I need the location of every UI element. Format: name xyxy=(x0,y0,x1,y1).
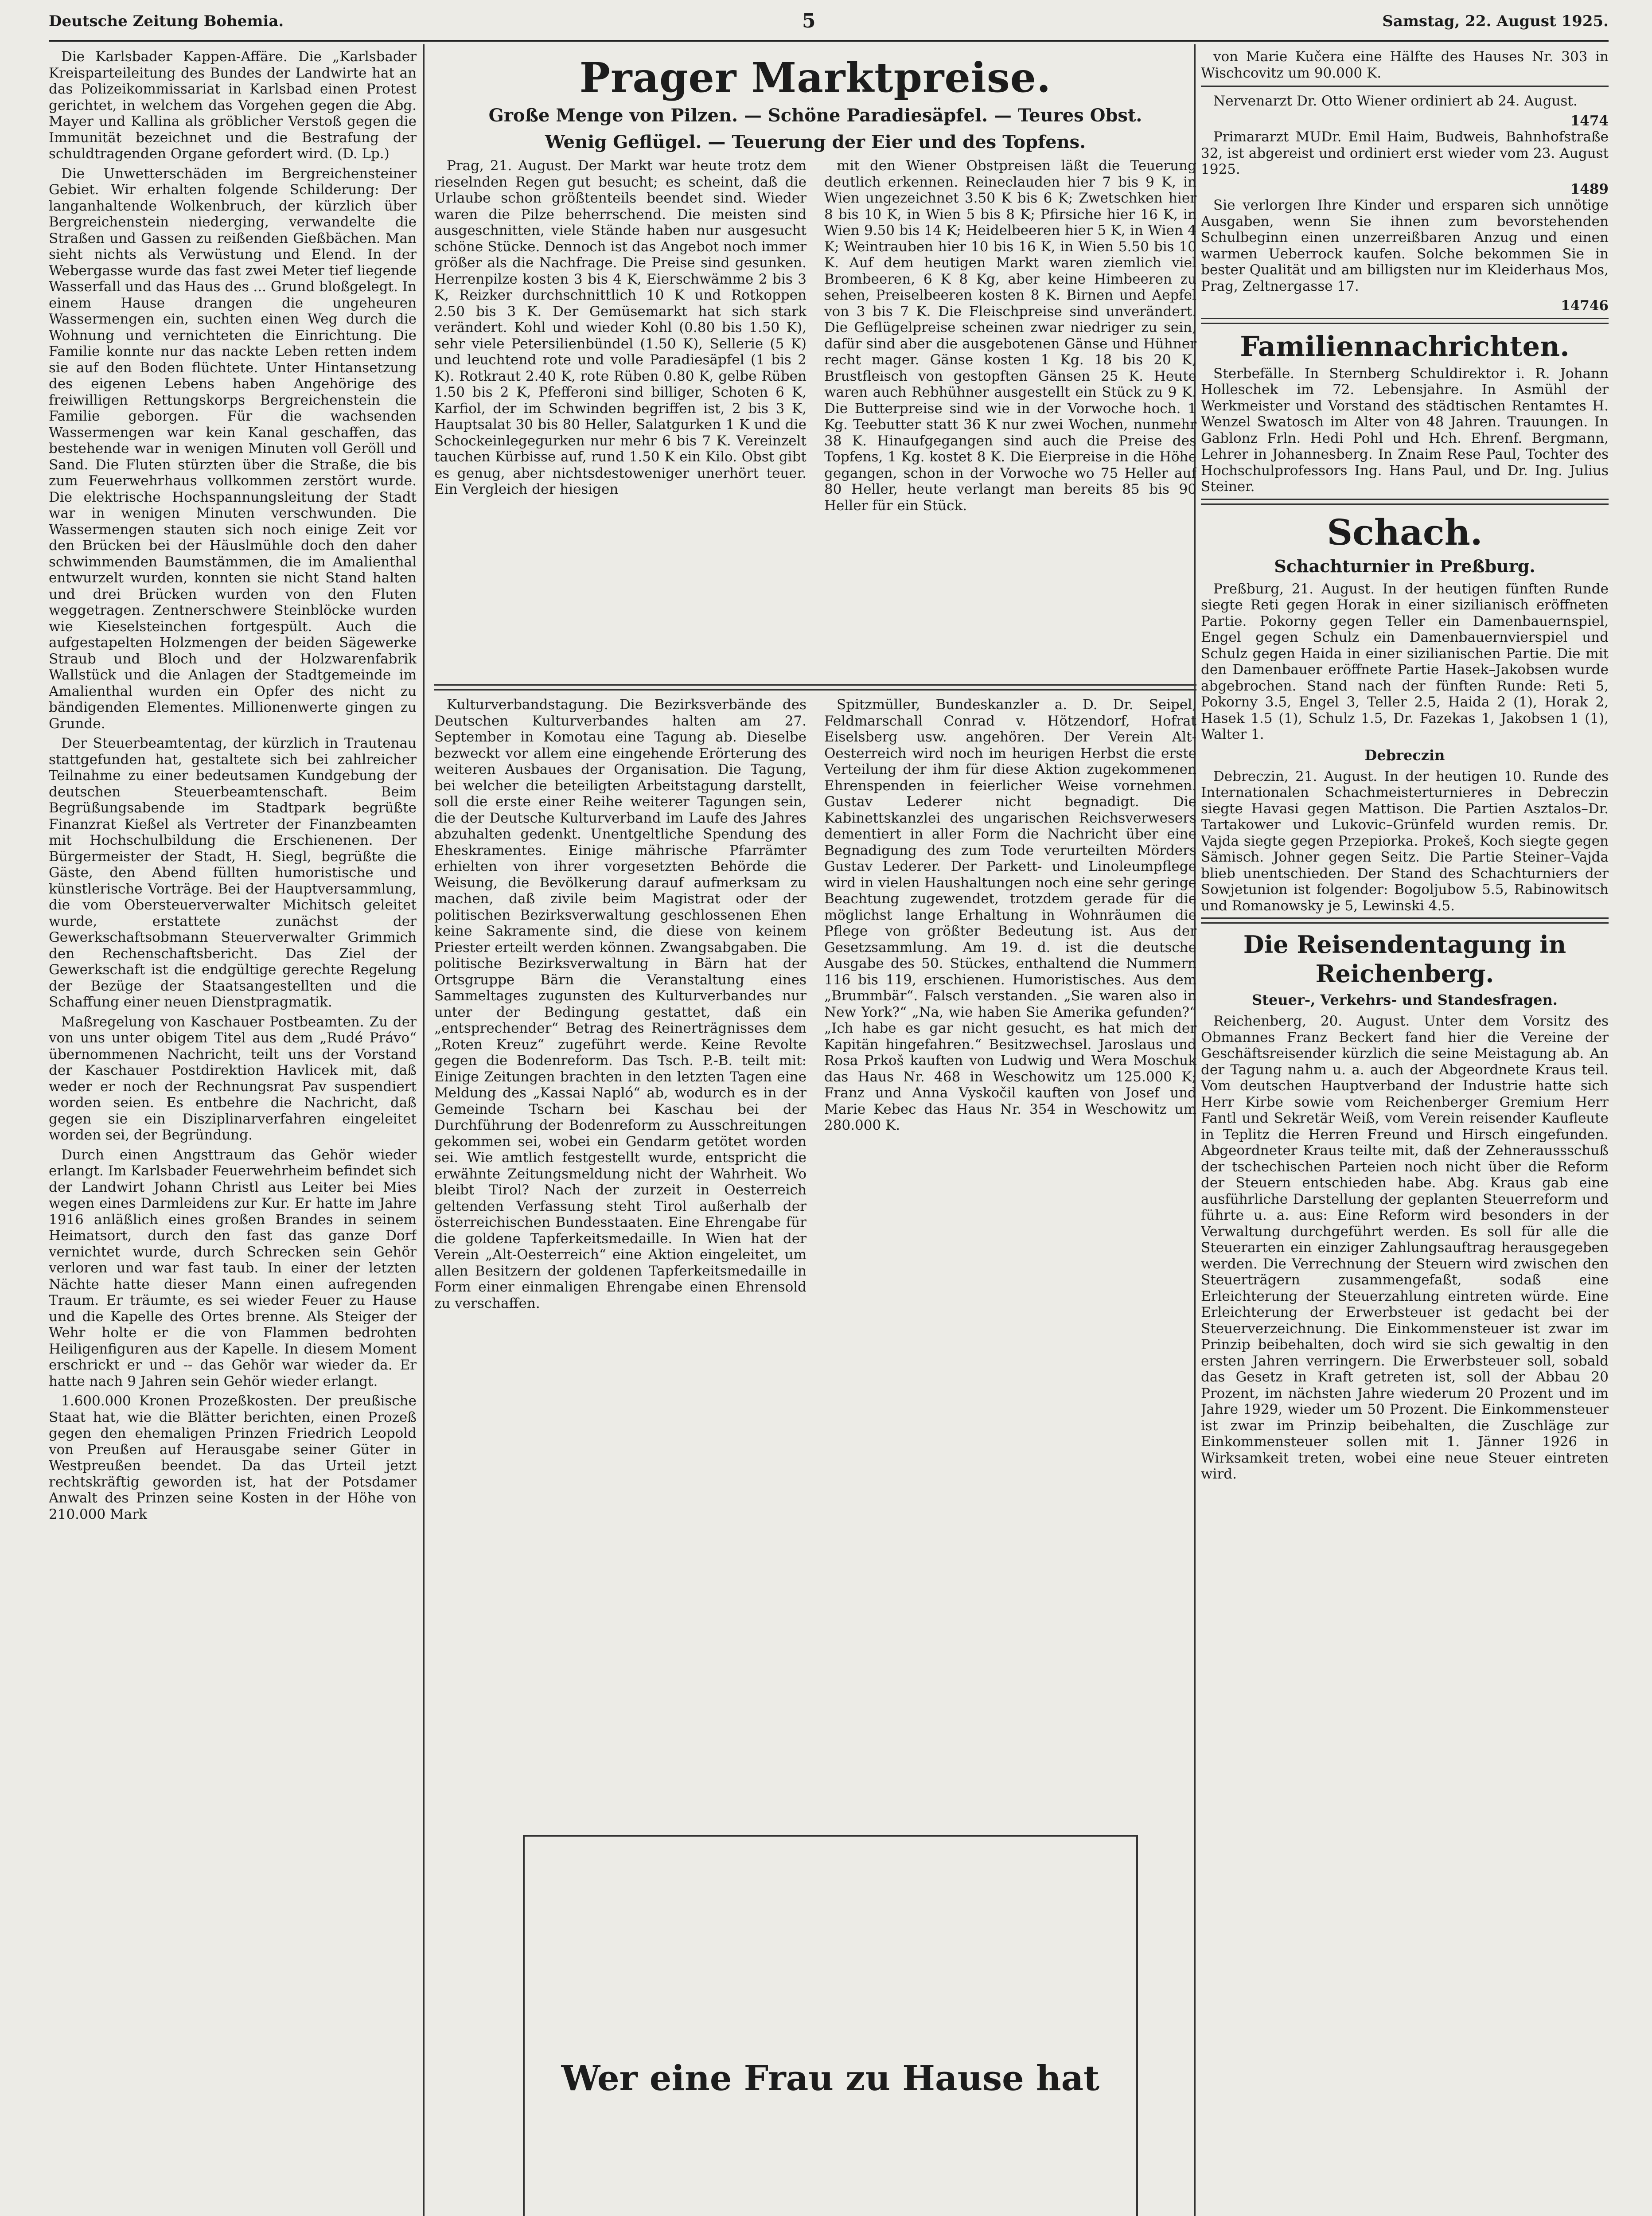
column-right xyxy=(1201,49,1609,2216)
chess-subtitle: Schachturnier in Preßburg. xyxy=(1274,556,1535,576)
market-text-right: mit den Wiener Obstpreisen läßt die Teuerung deutlich erkennen. Reineclauden hier 7 bis 9 K, in Wien ungezeichnet 3.50 K bis 6 K; Zwetschken hier 8 bis 10 K, in Wien 5 bis 8 K; Pfirsiche hier 16 K, in Wien 9.50 bis 14 K; Heidelbeeren hier 5 K, in Wien 4 K; Weintrauben hier 10 bis 16 K, in Wien 5.50 bis 10 K. Auf dem heutigen Markt waren ziemlich viel Brombeeren, 6 K 8 Kg, aber keine Himbeeren zu sehen, Preiselbeeren kosten 8 K. Birnen und Aepfel von 3 bis 7 K. Die Fleischpreise sind unverändert. Die Geflügelpreise scheinen zwar niedriger zu sein, dafür sind aber die ausgebotenen Gänse und Hühner recht mager. Gänse kosten 1 Kg. 18 bis 20 K, Brustfleisch von gestopften Gänsen 25 K. Heute waren auch Rebhühner ausgestellt ein Stück zu 9 K. Die Butterpreise sind wie in der Vorwoche hoch. 1 Kg. Teebutter statt 36 K nur zwei Wochen, nunmehr 38 K. Hinaufgegangen sind auch die Preise des Topfens, 1 Kg. kostet 8 K. Die Eierpreise in die Höhe gegangen, schon in der Vorwoche wo 75 Heller auf 80 Heller, heute verlangt man bereits 85 bis 90 Heller für ein Stück. xyxy=(824,158,1196,514)
header-rule xyxy=(49,40,1609,42)
market-title: Prager Marktpreise. xyxy=(579,54,1052,101)
page-header xyxy=(49,12,1609,34)
chess-debreczin-text: Debreczin, 21. August. In der heutigen 10. Runde des Internationalen Schachmeisterturnieres in Debreczin siegte Havasi gegen Mattison. Die Partien Asztalos–Dr. Tartakower und Lukovic–Grünfeld wurden remis. Dr. Vajda siegte gegen Przepiorka. Prokeš, Koch siegte gegen Sämisch. Johner gegen Seitz. Die Partie Steiner–Vajda blieb unentschieden. Der Stand des Schachturniers der Sowjetunion ist folgender: Bogoljubow 5.5, Rabinowitsch und Romanowsky je 5, Lewinski 4.5. xyxy=(1201,768,1609,914)
page-number: 5 xyxy=(802,10,816,32)
article-kappen-affaere: Die Karlsbader Kappen-Affäre. Die „Karlsbader Kreisparteileitung des Bundes der Landwirte hat an das Polizeikommissariat in Karlsbad einen Protest gerichtet, in welchem das Vorgehen gegen die Abg. Mayer und Kallina als gröblicher Verstoß gegen die Immunität bezeichnet und die Bestrafung der schuldtragenden Organe gefordert wird. (D. Lp.) xyxy=(49,49,417,162)
column-divider xyxy=(423,44,425,2216)
family-news-title: Familiennachrichten. xyxy=(1240,330,1570,363)
property-sale-continued: von Marie Kučera eine Hälfte des Hauses Nr. 303 in Wischcovitz um 90.000 K. xyxy=(1201,49,1609,81)
chess-pressburg-text: Preßburg, 21. August. In der heutigen fünften Runde siegte Reti gegen Horak in einer sizilianisch eröffneten Partie. Pokorny gegen Teller ein Damenbauernspiel, Engel gegen Schulz ein Damenbauernvierspiel und Schulz gegen Haida in einer sizilianischen Partie. Die mit den Damenbauer eröffnete Partie Hasek–Jakobsen wurde abgebrochen. Stand nach der fünften Runde: Reti 5, Pokorny 3.5, Engel 3, Teller 2.5, Haida 2 (1), Horak 2, Hasek 1.5 (1), Schulz 1.5, Dr. Fazekas 1, Jakobsen 1 (1), Walter 1. xyxy=(1201,581,1609,742)
family-news-text: Sterbefälle. In Sternberg Schuldirektor i. R. Johann Holleschek im 72. Lebensjahre. In Asmühl der Werkmeister und Vorstand des städtischen Rentamtes H. Wenzel Swatosch im Alter von 48 Jahren. Trauungen. In Gablonz Frln. Hedi Pohl und Hch. Ehrenf. Bergmann, Lehrer in Johannesberg. In Znaim Rese Paul, Tochter des Hochschulprofessors Ing. Hans Paul, und Dr. Ing. Julius Steiner. xyxy=(1201,365,1609,495)
divider xyxy=(1201,318,1609,324)
market-subtitle-2: Wenig Geflügel. — Teuerung der Eier und des Topfens. xyxy=(545,132,1086,152)
ad-number: 1489 xyxy=(1570,181,1609,197)
ad-headline: Wer eine Frau zu Hause hat xyxy=(561,2058,1100,2099)
chess-title: Schach. xyxy=(1327,511,1483,553)
column-center xyxy=(434,49,1196,1804)
divider xyxy=(1201,499,1609,505)
ad-kleiderhaus: Sie verlorgen Ihre Kinder und ersparen sich unnötige Ausgaben, wenn Sie ihnen zum bevorstehenden Schulbeginn einen unzerreißbaren Anzug und einen warmen Ueberrock kaufen. Solche bekommen Sie in bester Qualität und am billigsten nur im Kleiderhaus Mos, Prag, Zeltnergasse 17. xyxy=(1201,197,1609,294)
market-subtitle-1: Große Menge von Pilzen. — Schöne Paradiesäpfel. — Teures Obst. xyxy=(488,105,1142,126)
article-prozesskosten: 1.600.000 Kronen Prozeßkosten. Der preußische Staat hat, wie die Blätter berichten, einen Prozeß gegen den ehemaligen Prinzen Friedrich Leopold von Preußen auf Herausgabe seiner Güter in Westpreußen beendet. Da das Urteil jetzt rechtskräftig geworden ist, hat der Potsdamer Anwalt des Prinzen seine Kosten in der Höhe von 210.000 Mark xyxy=(49,1393,417,1522)
chess-debreczin-title: Debreczin xyxy=(1364,746,1445,764)
article-steuerbeamtentag: Der Steuerbeamtentag, der kürzlich in Trautenau stattgefunden hat, gestaltete sich bei zahlreicher Teilnahme zu einer bedeutsamen Kundgebung der deutschen Steuerbeamtenschaft. Beim Begrüßungsabende im Stadtpark begrüßte Finanzrat Kießel als Vertreter der Finanzbeamten mit Hochschulbildung die Erschienenen. Der Bürgermeister der Stadt, H. Siegl, begrüßte die Gäste, den Abend füllten humoristische und künstlerische Vorträge. Bei der Hauptversammlung, die vom Obersteuerverwalter Michitsch geleitet wurde, erstattete zunächst der Gewerkschaftsobmann Steuerverwalter Grimmich den Rechenschaftsbericht. Das Ziel der Gewerkschaft ist die endgültige gerechte Regelung der Bezüge der Staatsangestellten und die Schaffung einer neuen Dienstpragmatik. xyxy=(49,735,417,1010)
issue-date: Samstag, 22. August 1925. xyxy=(1382,12,1609,30)
column-left xyxy=(49,49,417,2216)
article-angsttraum: Durch einen Angsttraum das Gehör wieder erlangt. Im Karlsbader Feuerwehrheim befindet sich der Landwirt Johann Christl aus Leiter bei Mies wegen eines Darmleidens zur Kur. Er hatte im Jahre 1916 anläßlich eines großen Brandes in seinem Heimatsort, durch den fast das ganze Dorf vernichtet wurde, durch Schrecken sein Gehör verloren und war fast taub. In einer der letzten Nächte hatte dieser Mann einen aufregenden Traum. Er träumte, es sei wieder Feuer zu Hause und die Kapelle des Ortes brenne. Als Steiger der Wehr holte er die von Flammen bedrohten Heiligenfiguren aus der Kapelle. In diesem Moment erschrickt er und -- das Gehör war wieder da. Er hatte nach 9 Jahren sein Gehör wieder erlangt. xyxy=(49,1147,417,1389)
news-text-left: Kulturverbandstagung. Die Bezirksverbände des Deutschen Kulturverbandes halten am 27. September in Komotau eine Tagung ab. Dieselbe bezweckt vor allem eine eingehende Erörterung des weiteren Ausbaues der Organisation. Die Tagung, bei welcher die beteiligten Arbeitstagung darstellt, soll die erste einer Reihe weiterer Tagungen sein, die der Deutsche Kulturverband im Laufe des Jahres abzuhalten gedenkt. Unentgeltliche Spendung des Eheskramentes. Einige mährische Pfarrämter erhielten von ihrer vorgesetzten Behörde die Weisung, die Bevölkerung darauf aufmerksam zu machen, daß zivile beim Magistrat oder der politischen Bezirksverwaltung geschlossenen Ehen keine Sakramente sind, die diese von keinem Priester erteilt werden können. Zwangsabgaben. Die politische Bezirksverwaltung in Bärn hat der Ortsgruppe Bärn die Veranstaltung eines Sammeltages zugunsten des Kulturverbandes nur unter der Bedingung gestattet, daß ein „entsprechender“ Betrag des Reinerträgnisses dem „Roten Kreuz“ zugeführt werde. Keine Revolte gegen die Bodenreform. Das Tsch. P.-B. teilt mit: Einige Zeitungen brachten in den letzten Tagen eine Meldung des „Kassai Napló“ ab, wodurch es in der Gemeinde Tscharn bei Kaschau bei der Durchführung der Bodenreform zu Ausschreitungen gekommen sei, wobei ein Gendarm getötet worden sei. Wie amtlich festgestellt wurde, entspricht die erwähnte Zeitungsmeldung nicht der Wahrheit. Wo bleibt Tirol? Nach der zurzeit in Oesterreich geltenden Verfassung steht Tirol außerhalb der österreichischen Bundesstaaten. Eine Ehrengabe für die goldene Tapferkeitsmedaille. In Wien hat der Verein „Alt-Oesterreich“ eine Aktion eingeleitet, um allen Besitzern der goldenen Tapferkeitsmedaille in Form einer einmaligen Ehrengabe einen Ehrensold zu verschaffen. xyxy=(434,697,807,1311)
divider xyxy=(1201,917,1609,924)
market-body xyxy=(434,158,1196,681)
article-unwetterschaeden: Die Unwetterschäden im Bergreichensteiner Gebiet. Wir erhalten folgende Schilderung: Der langanhaltende Wolkenbruch, der kürzlich über Bergreichenstein niederging, verwandelte die Straßen und Gassen zu reißenden Gießbächen. Man sieht nichts als Verwüstung und Elend. In der Webergasse wurde das fast zwei Meter tief liegende Wasserfall und das Haus des ... Grund bloßgelegt. In einem Hause drangen die ungeheuren Wassermengen ein, suchten einen Weg durch die Wohnung und vernichteten die Einrichtung. Die Familie konnte nur das nackte Leben retten indem sie auf den Boden flüchtete. Unter Hintansetzung des eigenen Lebens haben Angehörige des freiwilligen Rettungskorps Bergreichenstein die Familie geborgen. Für die wachsenden Wassermengen war kein Kanal geschaffen, das bestehende war in wenigen Minuten voll Geröll und Sand. Die Fluten stürzten über die Straße, die bis zum Feuerwehrhaus vollkommen zerstört wurde. Die elektrische Hochspannungsleitung der Stadt war in wenigen Minuten verschwunden. Die Wassermengen stauten sich noch einige Zeit vor den Brücken bei der Häuslmühle doch den daher schwimmenden Baumstämmen, die im Amalienthal entwurzelt wurden, konnten sie nicht Stand halten und drei Brücken wurden von den Fluten weggetragen. Zentnerschwere Steinblöcke wurden wie Kieselsteinchen fortgespült. Auch die aufgestapelten Holzmengen der beiden Sägewerke Straub und Bloch und der Holzwarenfabrik Wallstück und die Anlagen der Stadtgemeinde im Amalienthal wurden ein Opfer des nicht zu bändigenden Elementes. Millionenwerte gingen zu Grunde. xyxy=(49,165,417,732)
news-text-right: Spitzmüller, Bundeskanzler a. D. Dr. Seipel, Feldmarschall Conrad v. Hötzendorf, Hofrat Eiselsberg usw. angehören. Der Verein Alt-Oesterreich wird noch im heurigen Herbst die erste Verteilung der ihm für diese Aktion zugekommenen Ehrenspenden in feierlicher Weise vornehmen. Gustav Lederer nicht begnadigt. Die Kabinettskanzlei des ungarischen Reichsverwesers dementiert in aller Form die Nachricht über eine Begnadigung des zum Tode verurteilten Mörders Gustav Lederer. Der Parkett- und Linoleumpflege wird in vielen Haushaltungen noch eine sehr geringe Beachtung zugewendet, trotzdem gerade für die möglichst lange Erhaltung in Wohnräumen die Pflege von größter Bedeutung ist. Aus der Gesetzsammlung. Am 19. d. ist die deutsche Ausgabe des 50. Stückes, enthaltend die Nummern 116 bis 119, erschienen. Humoristisches. Aus dem „Brummbär“. Falsch verstanden. „Sie waren also in New York?“ „Na, wie haben Sie Amerika gefunden?“ „Ich habe es gar nicht gesucht, es hat mich der Kapitän hingefahren.“ Besitzwechsel. Jaroslaus und Rosa Prkoš kauften von Ludwig und Wera Moschuk das Haus Nr. 468 in Weschowitz um 125.000 K; Franz und Anna Vyskočil kauften von Josef und Marie Kebec das Haus Nr. 354 in Weschowitz um 280.000 K. xyxy=(824,697,1196,1133)
travelers-subtitle: Steuer-, Verkehrs- und Standesfragen. xyxy=(1252,991,1558,1008)
ad-primararzt: Primararzt MUDr. Emil Haim, Budweis, Bahnhofstraße 32, ist abgereist und ordiniert erst wieder vom 23. August 1925. xyxy=(1201,129,1609,177)
section-divider xyxy=(434,684,1196,691)
travelers-title: Die Reisendentagung in Reichenberg. xyxy=(1243,930,1566,988)
advertisement-leben xyxy=(523,1835,1138,2216)
newspaper-name: Deutsche Zeitung Bohemia. xyxy=(49,12,284,30)
article-kaschauer-postbeamte: Maßregelung von Kaschauer Postbeamten. Zu der von uns unter obigem Titel aus dem „Rudé Právo“ übernommenen Nachricht, teilt uns der Vorstand der Kaschauer Postdirektion Havlicek mit, daß weder er noch der Rechnungsrat Pav suspendiert worden seien. Es entbehre die Nachricht, daß gegen sie ein Disziplinarverfahren eingeleitet worden sei, der Begründung. xyxy=(49,1014,417,1143)
divider xyxy=(1201,86,1609,87)
ad-number: 1474 xyxy=(1570,113,1609,129)
market-text-left: Prag, 21. August. Der Markt war heute trotz dem rieselnden Regen gut besucht; es scheint, daß die Urlaube schon größtenteils beendet sind. Wieder waren die Pilze beherrschend. Die meisten sind ausgeschnitten, viele Stände haben nur ausgesucht schöne Stücke. Dennoch ist das Angebot noch immer größer als die Nachfrage. Die Preise sind gesunken. Herrenpilze kosten 3 bis 4 K, Eierschwämme 2 bis 3 K, Reizker durchschnittlich 10 K und Rotkoppen 2.50 bis 3 K. Der Gemüsemarkt hat sich stark verändert. Kohl und wieder Kohl (0.80 bis 1.50 K), sehr viele Petersilienbündel (1.50 K), Sellerie (5 K) und leuchtend rote und volle Paradiesäpfel (1 bis 2 K). Rotkraut 2.40 K, rote Rüben 0.80 K, gelbe Rüben 1.50 bis 2 K, Pfefferoni sind billiger, Schoten 6 K, Karfiol, der im Schwinden begriffen ist, 2 bis 3 K, Hauptsalat 30 bis 80 Heller, Salatgurken 1 K und die Schockeinlegegurken nur mehr 6 bis 7 K. Vereinzelt tauchen Kürbisse auf, rund 1.50 K ein Kilo. Obst gibt es genug, aber nichtsdestoweniger unerhört teuer. Ein Vergleich der hiesigen xyxy=(434,158,807,497)
ad-number: 14746 xyxy=(1561,298,1609,314)
ad-nervenarzt: Nervenarzt Dr. Otto Wiener ordiniert ab 24. August. xyxy=(1213,93,1578,109)
travelers-text: Reichenberg, 20. August. Unter dem Vorsitz des Obmannes Franz Beckert fand hier die Vereine der Geschäftsreisender kürzlich die seine Meistagung ab. An der Tagung nahm u. a. auch der Abgeordnete Kraus teil. Vom deutschen Hauptverband der Industrie hatte sich Herr Kirbe sowie vom Reichenberger Gremium Herr Fantl und Sekretär Weiß, vom Verein reisender Kaufleute in Teplitz die Herren Freund und Hirsch eingefunden. Abgeordneter Kraus teilte mit, daß der Zehneraussschuß der tschechischen Parteien noch nicht über die Reform der Steuern entschieden habe. Abg. Kraus gab eine ausführliche Darstellung der geplanten Steuerreform und führte u. a. aus: Eine Reform wird besonders in der Verwaltung durchgeführt werden. Es soll für alle die Steuerarten ein einziger Zahlungsauftrag herausgegeben werden. Die Verrechnung der Steuern wird zwischen den Steuerträgern zusammengefaßt, sodaß eine Erleichterung der Steuerzahlung eintreten würde. Eine Erleichterung der Erwerbsteuer ist gedacht bei der Steuerverzeichnung. Die Einkommensteuer ist zwar im Prinzip beibehalten, doch wird sie sich gewaltig in den ersten Jahren verringern. Die Erwerbsteuer soll, sobald das Gesetz in Kraft getreten ist, soll der Abbau 20 Prozent, im nächsten Jahre wiederum 20 Prozent und im Jahre 1929, wieder um 50 Prozent. Die Einkommensteuer ist zwar im Prinzip beibehalten, die Zuschläge zur Einkommensteuer sollen mit 1. Jänner 1926 in Wirksamkeit treten, wobei eine neue Steuer eintreten wird. xyxy=(1201,1013,1609,1482)
news-body xyxy=(434,697,1196,1752)
